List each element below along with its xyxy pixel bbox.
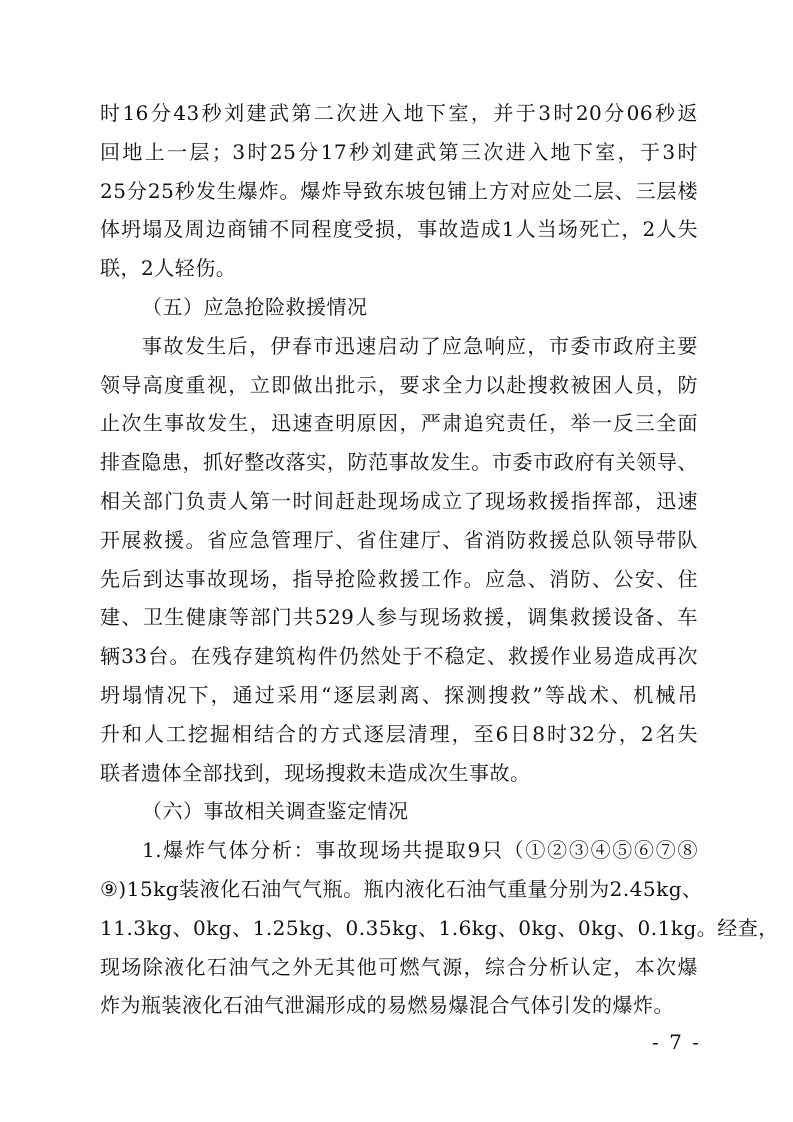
section-heading-6: （六）事故相关调查鉴定情况	[142, 799, 409, 824]
text-line: 排查隐患，抓好整改落实，防范事故发生。市委市政府有关领导、	[100, 450, 698, 475]
text-line: 联者遗体全部找到，现场搜救未造成次生事故。	[100, 760, 531, 785]
text-line: ⑨)15kg装液化石油气气瓶。瓶内液化石油气重量分别为2.45kg、	[100, 876, 703, 901]
text-line: 现场除液化石油气之外无其他可燃气源，综合分析认定，本次爆	[100, 954, 698, 979]
body-text	[100, 94, 779, 1025]
text-line: 事故发生后，伊春市迅速启动了应急响应，市委市政府主要	[142, 333, 698, 358]
text-line: 坍塌情况下，通过采用“逐层剥离、探测搜救”等战术、机械吊	[100, 682, 698, 707]
text-line: 升和人工挖掘相结合的方式逐层清理，至6日8时32分，2名失	[100, 721, 698, 746]
text-line: 止次生事故发生，迅速查明原因，严肃追究责任，举一反三全面	[100, 411, 698, 436]
text-line: 炸为瓶装液化石油气泄漏形成的易燃易爆混合气体引发的爆炸。	[100, 993, 674, 1018]
text-line: 辆33台。在残存建筑构件仍然处于不稳定、救援作业易造成再次	[100, 644, 698, 669]
text-line: 11.3kg、0kg、1.25kg、0.35kg、1.6kg、0kg、0kg、0.1kg。经查，	[100, 915, 779, 940]
text-line: 体坍塌及周边商铺不同程度受损，事故造成1人当场死亡，2人失	[100, 217, 698, 242]
text-line: 领导高度重视，立即做出批示，要求全力以赴搜救被困人员，防	[100, 372, 698, 397]
text-line: 1.爆炸气体分析：事故现场共提取9只（①②③④⑤⑥⑦⑧	[142, 838, 698, 863]
text-line: 相关部门负责人第一时间赶赴现场成立了现场救援指挥部，迅速	[100, 488, 698, 513]
page-number: - 7 -	[652, 1030, 701, 1054]
text-line: 回地上一层；3时25分17秒刘建武第三次进入地下室，于3时	[100, 139, 698, 164]
section-heading-5: （五）应急抢险救援情况	[142, 294, 368, 319]
text-line: 先后到达事故现场，指导抢险救援工作。应急、消防、公安、住	[100, 566, 698, 591]
text-line: 时16分43秒刘建武第二次进入地下室，并于3时20分06秒返	[100, 101, 698, 125]
text-line: 开展救援。省应急管理厅、省住建厅、省消防救援总队领导带队	[100, 527, 698, 552]
text-line: 建、卫生健康等部门共529人参与现场救援，调集救援设备、车	[100, 605, 698, 630]
text-line: 联，2人轻伤。	[100, 256, 237, 281]
text-line: 25分25秒发生爆炸。爆炸导致东坡包铺上方对应处二层、三层楼	[100, 178, 698, 203]
